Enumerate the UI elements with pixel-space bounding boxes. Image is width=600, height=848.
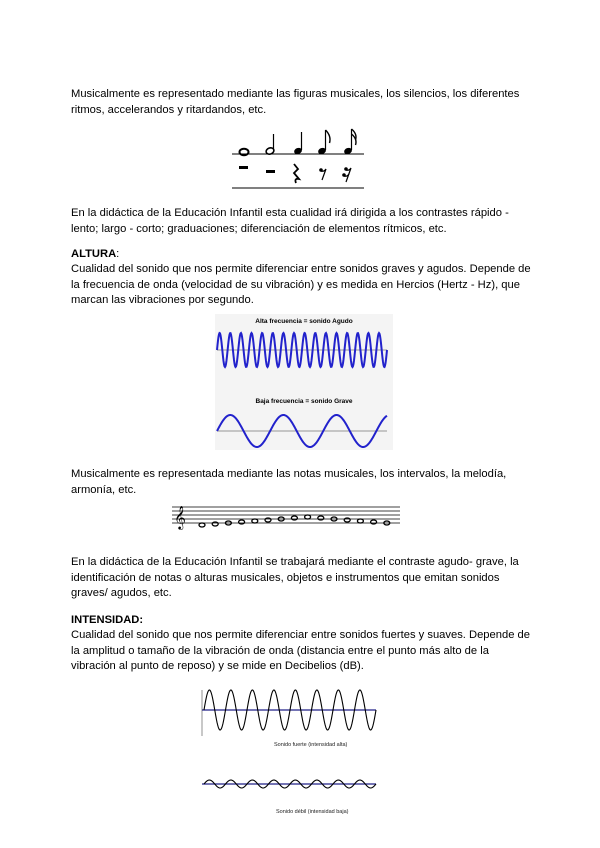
staff-note — [357, 519, 363, 523]
altura-colon: : — [116, 248, 120, 260]
intensity-waves-image — [198, 684, 382, 818]
paragraph-intensidad-definicion: Cualidad del sonido que nos permite diferenciar entre sonidos fuertes y suaves. Depende de la amplitud o tamaño de la vibración de onda (distancia entre el punto más alto de la vibración al punto de reposo) y se mide en Decibelios (dB). — [71, 629, 530, 673]
weak-sound-label: Sonido débil (intensidad baja) — [276, 809, 349, 815]
altura-heading-line — [71, 247, 531, 263]
altura-heading: ALTURA — [71, 248, 117, 260]
rhythm-figures-image — [228, 126, 366, 190]
staff-note — [371, 520, 377, 524]
musical-staff-image — [170, 499, 402, 533]
staff-note — [265, 518, 271, 522]
staff-note — [199, 523, 205, 527]
staff-note — [212, 522, 218, 526]
treble-clef-icon: 𝄞 — [174, 505, 186, 529]
intensidad-heading: INTENSIDAD: — [71, 614, 144, 626]
staff-note — [344, 518, 350, 522]
low-frequency-label: Baja frecuencia = sonido Grave — [255, 398, 353, 405]
staff-note — [305, 515, 311, 519]
paragraph-duracion-didactica: En la didáctica de la Educación Infantil esta cualidad irá dirigida a los contrastes rápido - lento; largo - corto; graduaciones; diferenciación de elementos rítmicos, etc. — [71, 207, 509, 235]
paragraph-altura-representacion: Musicalmente es representada mediante las notas musicales, los intervalos, la melodía, armonía, etc. — [71, 468, 507, 496]
staff-note — [318, 516, 324, 520]
staff-note — [239, 520, 245, 524]
frequency-waves-image — [215, 314, 393, 450]
paragraph-altura-definicion: Cualidad del sonido que nos permite diferenciar entre sonidos graves y agudos. Depende de la frecuencia de onda (velocidad de su vibración) y es medida en Hercios (Hertz - Hz), que marcan las vibraciones por segundo. — [71, 263, 531, 307]
paragraph-duracion-representacion: Musicalmente es representado mediante las figuras musicales, los silencios, los diferentes ritmos, accelerandos y ritardandos, etc. — [71, 88, 520, 116]
paragraph-altura-didactica: En la didáctica de la Educación Infantil se trabajará mediante el contraste agudo- grave, la identificación de notas o alturas musicales, objetos e instrumentos que emitan sonidos graves/ agudos, etc. — [71, 556, 519, 600]
staff-note — [291, 516, 297, 520]
high-frequency-label: Alta frecuencia = sonido Agudo — [255, 318, 353, 325]
strong-sound-label: Sonido fuerte (intensidad alta) — [274, 742, 348, 748]
staff-note — [252, 519, 258, 523]
